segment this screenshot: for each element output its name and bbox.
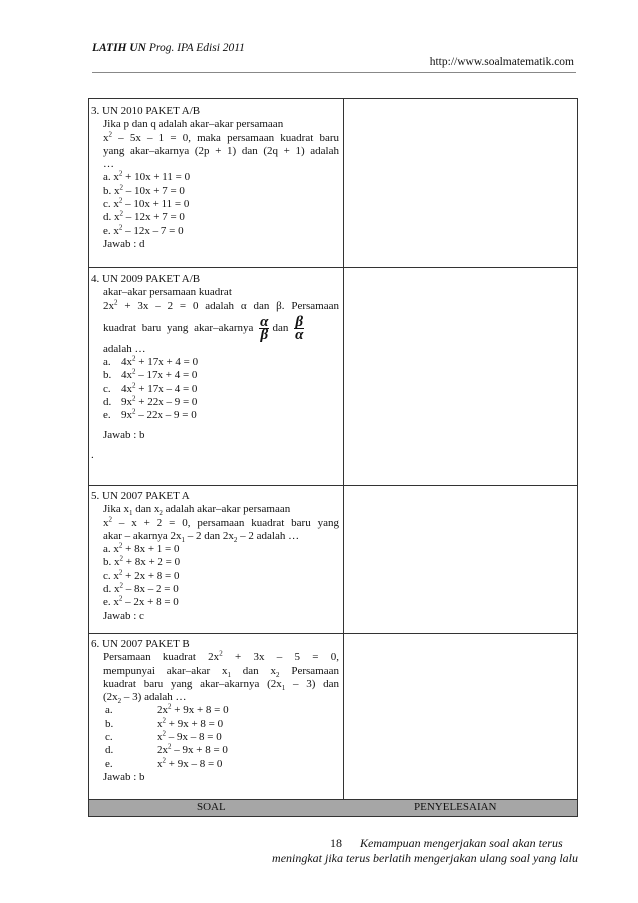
option-b: b. $x^2 - 10x + 7 = 0$ [103, 183, 185, 197]
question-3 [91, 105, 339, 251]
option-b: b. $x^2 + 8x + 2 = 0$ [103, 554, 181, 569]
question-table [88, 98, 578, 817]
question-text: kuadrat baru yang akar–akarnya $(2x_1 - 3)$ dan [103, 677, 339, 693]
option-b: b. $x^2 + 9x + 8 = 0$ [105, 716, 224, 730]
question-heading: 6. UN 2007 PAKET B [91, 638, 190, 650]
question-text: Jika p dan q adalah akar–akar persamaan [103, 118, 284, 131]
page-footer-line1: 18 Kemampuan mengerjakan soal akan terus [330, 836, 563, 850]
header-title: LATIH UN Prog. IPA Edisi 2011 [92, 42, 245, 54]
question-text: $2x^2 + 3x - 2 = 0$ adalah α dan β. Persamaan [103, 297, 339, 312]
trailing-dot: . [91, 449, 94, 461]
option-c: c. $x^2 - 10x + 11 = 0$ [103, 196, 190, 211]
page-number: 18 [330, 836, 342, 850]
question-text: adalah … [103, 342, 146, 355]
answer: Jawab : b [103, 770, 145, 783]
question-5 [91, 490, 339, 623]
question-heading: 5. UN 2007 PAKET A [91, 490, 190, 502]
option-e: e. $x^2 + 9x - 8 = 0$ [105, 756, 223, 770]
option-c: c. $x^2 + 2x + 8 = 0$ [103, 568, 180, 582]
row-divider [89, 633, 577, 634]
option-d: d. $2x^2 - 9x + 8 = 0$ [105, 742, 228, 757]
option-e: e. $x^2 - 2x + 8 = 0$ [103, 594, 179, 609]
fraction-alpha-over-beta: $\frac{\alpha}{\beta}$ [260, 313, 269, 343]
option-a: a. $2x^2 + 9x + 8 = 0$ [105, 702, 229, 717]
question-text: … [103, 158, 114, 171]
option-a: a. $x^2 + 8x + 1 = 0$ [103, 541, 180, 556]
question-text: $x^2 - 5x - 1 = 0$, maka persamaan kuadrat baru [103, 129, 339, 144]
question-text: yang akar–akarnya (2p + 1) dan (2q + 1) adalah [103, 144, 339, 157]
page-footer-line2: meningkat jika terus berlatih mengerjakan ulang soal yang lalu [272, 851, 578, 865]
question-4 [91, 273, 339, 442]
answer: Jawab : d [103, 237, 145, 250]
column-label-soal: SOAL [197, 801, 226, 813]
question-heading: 3. UN 2010 PAKET A/B [91, 105, 201, 117]
question-text: mempunyai akar–akar $x_1$ dan $x_2$ Persamaan [103, 664, 339, 679]
option-e: e. $x^2 - 12x - 7 = 0$ [103, 223, 184, 237]
header-divider [92, 72, 576, 73]
option-b: b. $4x^2 - 17x + 4 = 0$ [103, 367, 198, 382]
column-divider [343, 99, 344, 816]
question-text: Jika $x_1$ dan $x_2$ adalah akar–akar persamaan [103, 503, 291, 518]
option-a: a. $4x^2 + 17x + 4 = 0$ [103, 354, 199, 369]
question-text: akar – akarnya $2x_1 - 2$ dan $2x_2 - 2$ adalah … [103, 529, 300, 545]
question-heading: 4. UN 2009 PAKET A/B [91, 273, 201, 285]
question-text: kuadrat baru yang akar–akarnya $\frac{\alpha}{\beta}$ dan $\frac{\beta}{\alpha}$ [103, 313, 304, 343]
fraction-beta-over-alpha: $\frac{\beta}{\alpha}$ [295, 313, 304, 343]
answer: Jawab : c [103, 609, 144, 622]
option-a: a. $x^2 + 10x + 11 = 0$ [103, 169, 191, 184]
question-text: akar–akar persamaan kuadrat [103, 286, 232, 299]
row-divider [89, 485, 577, 486]
option-d: d. $x^2 - 8x - 2 = 0$ [103, 581, 179, 596]
option-c: c. $x^2 - 9x - 8 = 0$ [105, 729, 222, 744]
question-6 [91, 638, 339, 784]
header-url: http://www.soalmatematik.com [429, 56, 574, 68]
column-label-penyelesaian: PENYELESAIAN [414, 801, 497, 813]
option-c: c. $4x^2 + 17x - 4 = 0$ [103, 381, 198, 395]
table-footer-row [89, 799, 577, 816]
option-d: d. $9x^2 + 22x - 9 = 0$ [103, 394, 198, 409]
row-divider [89, 267, 577, 268]
question-text: $x^2 - x + 2 = 0$, persamaan kuadrat baru yang [103, 514, 339, 529]
option-d: d. $x^2 - 12x + 7 = 0$ [103, 209, 185, 224]
option-e: e. $9x^2 - 22x - 9 = 0$ [103, 407, 197, 422]
question-text: $(2x_2 - 3)$ adalah … [103, 691, 187, 706]
answer: Jawab : b [103, 428, 145, 441]
question-text: Persamaan kuadrat $2x^2 + 3x - 5 = 0$, [103, 649, 339, 664]
